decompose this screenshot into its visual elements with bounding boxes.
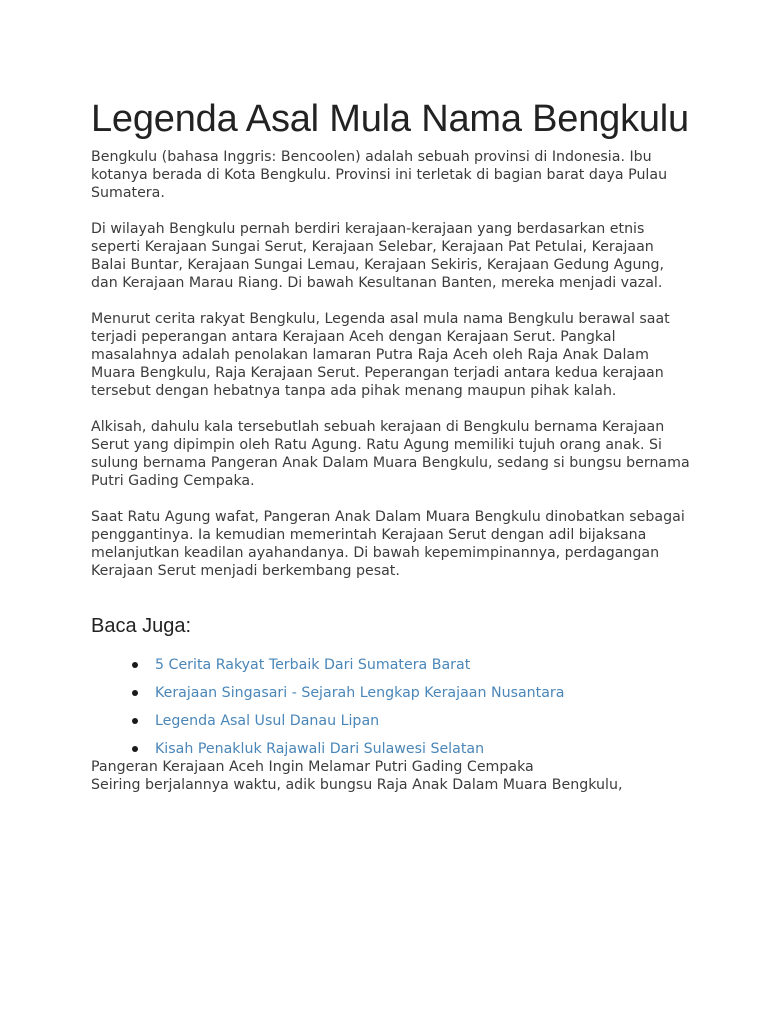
paragraph-legend-origin: Menurut cerita rakyat Bengkulu, Legenda asal mula nama Bengkulu berawal saat terjadi peperangan antara Kerajaan Aceh dengan Kerajaan Serut. Pangkal masalahnya adalah penolakan lamaran Putra Raja Aceh oleh Raja Anak Dalam Muara Bengkulu, Raja Kerajaan Serut. Peperangan terjadi antara kedua kerajaan tersebut dengan hebatnya tanpa ada pihak menang maupun pihak kalah. [91,311,670,399]
bullet-icon [132,690,138,696]
continuation-line: Seiring berjalannya waktu, adik bungsu Raja Anak Dalam Muara Bengkulu, [91,777,623,793]
list-item [132,656,691,674]
list-item [132,712,691,730]
related-link[interactable]: Kerajaan Singasari - Sejarah Lengkap Kerajaan Nusantara [155,685,565,701]
related-link[interactable]: Legenda Asal Usul Danau Lipan [155,713,380,729]
list-item [132,684,691,702]
related-link[interactable]: 5 Cerita Rakyat Terbaik Dari Sumatera Barat [155,657,471,673]
paragraph-succession: Saat Ratu Agung wafat, Pangeran Anak Dalam Muara Bengkulu dinobatkan sebagai penggantinya. Ia kemudian memerintah Kerajaan Serut dengan adil bijaksana melanjutkan keadilan ayahandanya. Di bawah kepemimpinannya, perdagangan Kerajaan Serut menjadi berkembang pesat. [91,509,685,579]
paragraph-intro: Bengkulu (bahasa Inggris: Bencoolen) adalah sebuah provinsi di Indonesia. Ibu kotanya berada di Kota Bengkulu. Provinsi ini terletak di bagian barat daya Pulau Sumatera. [91,149,668,201]
related-links-list [91,656,691,758]
document-page [91,96,691,794]
related-heading: Baca Juga: [91,615,192,637]
paragraph-kingdoms: Di wilayah Bengkulu pernah berdiri kerajaan-kerajaan yang berdasarkan etnis seperti Kerajaan Sungai Serut, Kerajaan Selebar, Kerajaan Pat Petulai, Kerajaan Balai Buntar, Kerajaan Sungai Lemau, Kerajaan Sekiris, Kerajaan Gedung Agung, dan Kerajaan Marau Riang. Di bawah Kesultanan Banten, mereka menjadi vazal. [91,221,664,291]
related-link[interactable]: Kisah Penakluk Rajawali Dari Sulawesi Selatan [155,741,485,757]
section-heading-line: Pangeran Kerajaan Aceh Ingin Melamar Putri Gading Cempaka [91,759,534,775]
bullet-icon [132,746,138,752]
list-item [132,740,691,758]
bullet-icon [132,718,138,724]
article-title: Legenda Asal Mula Nama Bengkulu [91,98,689,140]
bullet-icon [132,662,138,668]
paragraph-alkisah: Alkisah, dahulu kala tersebutlah sebuah kerajaan di Bengkulu bernama Kerajaan Serut yang dipimpin oleh Ratu Agung. Ratu Agung memiliki tujuh orang anak. Si sulung bernama Pangeran Anak Dalam Muara Bengkulu, sedang si bungsu bernama Putri Gading Cempaka. [91,419,690,489]
